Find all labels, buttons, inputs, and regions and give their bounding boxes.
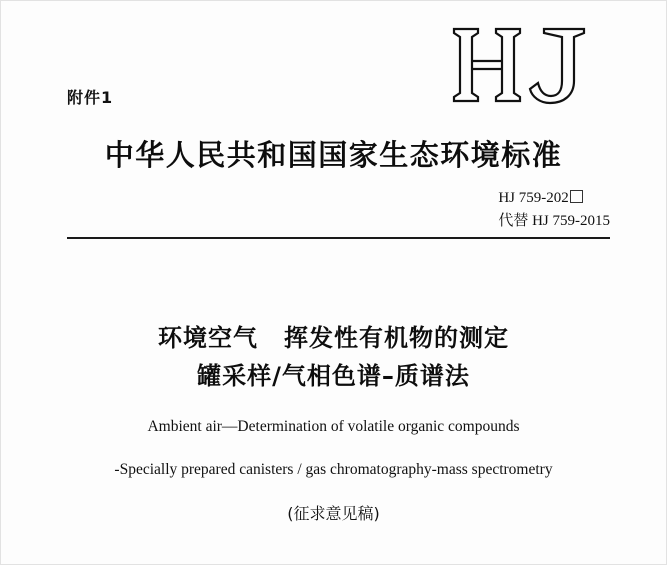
standard-authority-title: 中华人民共和国国家生态环境标准: [104, 138, 563, 172]
document-title-en-line1: Ambient air—Determination of volatile organic compounds: [147, 418, 520, 435]
header-divider: [67, 237, 610, 239]
document-title-cn-line2: 罐采样/气相色谱–质谱法: [197, 362, 470, 391]
blank-box-icon: [570, 190, 583, 203]
document-title-cn-part1: 环境空气: [158, 324, 258, 352]
standard-number-line: [498, 187, 610, 210]
hj-logo: [448, 17, 608, 113]
replaces-line: 代替 HJ 759-2015: [498, 213, 610, 230]
attachment-label: 附件1: [67, 88, 114, 107]
document-status-note: (征求意见稿): [287, 504, 380, 523]
document-title-cn-part2: 挥发性有机物的测定: [284, 324, 509, 352]
standard-number: HJ 759-202: [498, 190, 569, 206]
document-title-en-line2: -Specially prepared canisters / gas chromatography-mass spectrometry: [114, 461, 553, 478]
document-title-cn: [1, 319, 666, 396]
standard-codes: [498, 187, 610, 234]
